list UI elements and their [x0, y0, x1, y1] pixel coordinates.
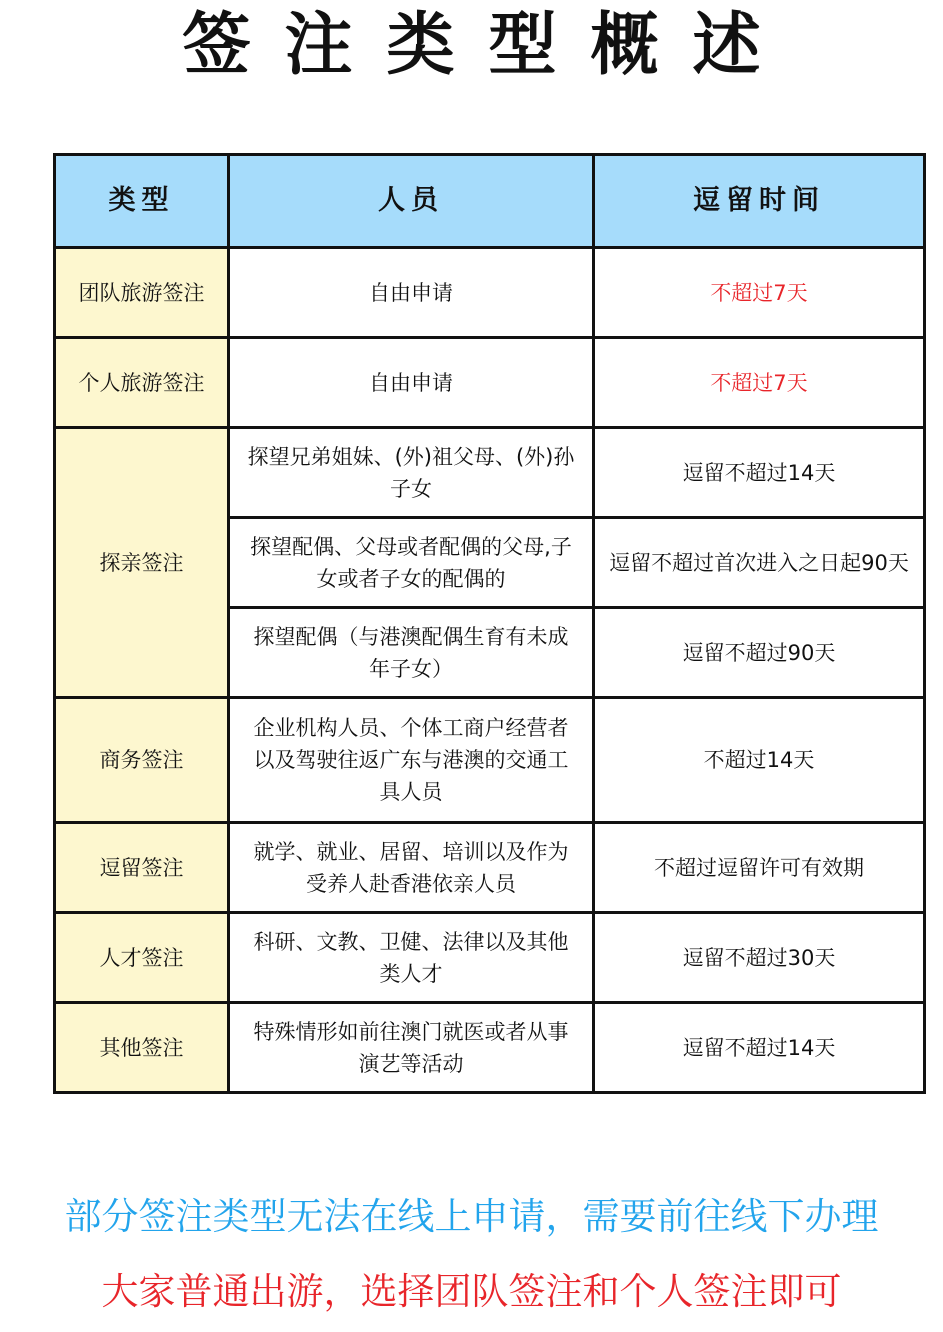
- person-cell: 探望配偶、父母或者配偶的父母,子女或者子女的配偶的: [229, 518, 594, 608]
- header-person: 人员: [229, 155, 594, 248]
- type-cell: 团队旅游签注: [55, 248, 229, 338]
- type-cell: 探亲签注: [55, 428, 229, 698]
- stay-cell: 逗留不超过90天: [594, 608, 925, 698]
- person-cell: 自由申请: [229, 248, 594, 338]
- table-row: [55, 248, 925, 338]
- page-title: 签注类型概述: [182, 6, 795, 85]
- person-cell: 科研、文教、卫健、法律以及其他类人才: [229, 913, 594, 1003]
- stay-cell: 逗留不超过30天: [594, 913, 925, 1003]
- header-stay: 逗留时间: [594, 155, 925, 248]
- person-cell: 企业机构人员、个体工商户经营者以及驾驶往返广东与港澳的交通工具人员: [229, 698, 594, 823]
- header-type: 类型: [55, 155, 229, 248]
- online-unavailable-note: 部分签注类型无法在线上申请，需要前往线下办理: [64, 1195, 879, 1238]
- person-cell: 就学、就业、居留、培训以及作为受养人赴香港依亲人员: [229, 823, 594, 913]
- stay-cell: 不超过逗留许可有效期: [594, 823, 925, 913]
- table-row: [55, 338, 925, 428]
- person-cell: 自由申请: [229, 338, 594, 428]
- type-cell: 个人旅游签注: [55, 338, 229, 428]
- type-cell: 商务签注: [55, 698, 229, 823]
- type-cell: 人才签注: [55, 913, 229, 1003]
- recommendation-note: 大家普通出游，选择团队签注和个人签注即可: [101, 1270, 842, 1313]
- stay-cell: 不超过7天: [594, 338, 925, 428]
- stay-cell: 逗留不超过首次进入之日起90天: [594, 518, 925, 608]
- type-cell: 逗留签注: [55, 823, 229, 913]
- person-cell: 探望兄弟姐妹、(外)祖父母、(外)孙子女: [229, 428, 594, 518]
- table-header-row: [55, 155, 925, 248]
- table-row: [55, 1003, 925, 1093]
- visa-type-table: [53, 153, 926, 1094]
- stay-cell: 逗留不超过14天: [594, 1003, 925, 1093]
- type-cell: 其他签注: [55, 1003, 229, 1093]
- person-cell: 探望配偶（与港澳配偶生育有未成年子女）: [229, 608, 594, 698]
- table-row: [55, 428, 925, 518]
- table-row: [55, 823, 925, 913]
- person-cell: 特殊情形如前往澳门就医或者从事演艺等活动: [229, 1003, 594, 1093]
- stay-cell: 不超过7天: [594, 248, 925, 338]
- table-row: [55, 698, 925, 823]
- stay-cell: 不超过14天: [594, 698, 925, 823]
- table-row: [55, 913, 925, 1003]
- stay-cell: 逗留不超过14天: [594, 428, 925, 518]
